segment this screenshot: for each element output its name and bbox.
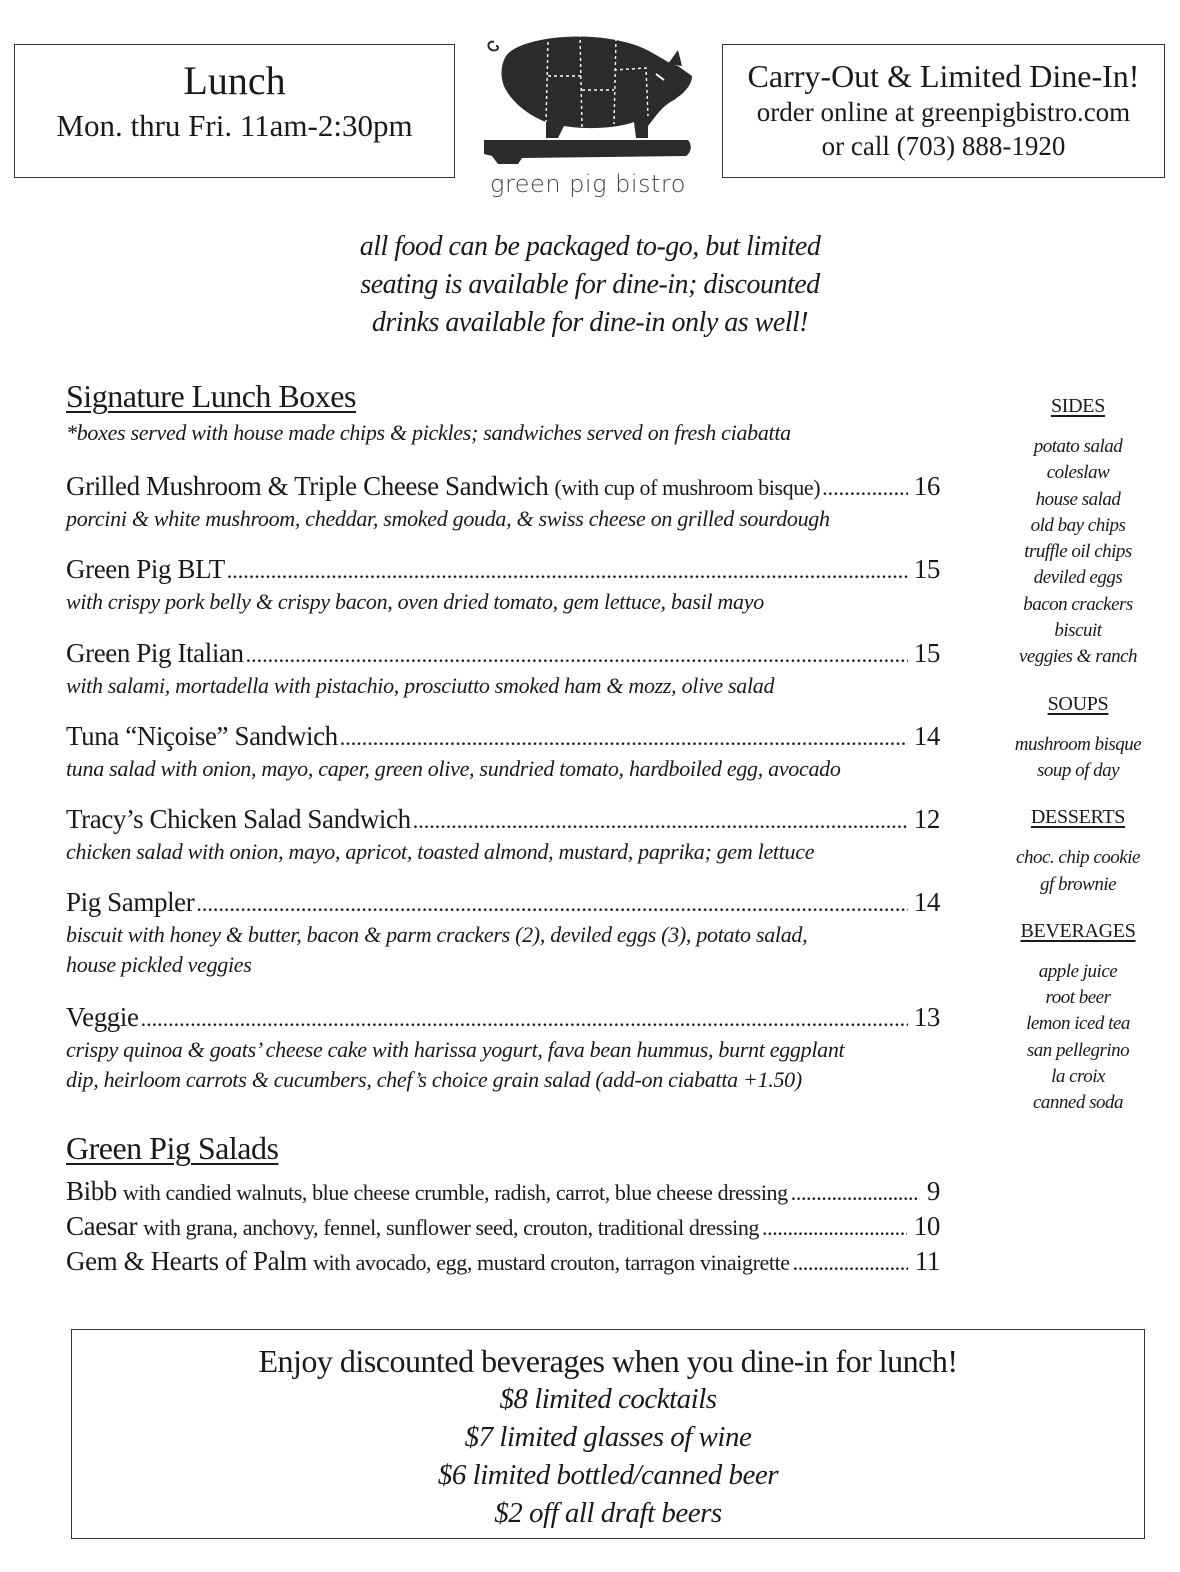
soups-heading: SOUPS bbox=[1047, 692, 1109, 715]
intro-line: seating is available for dine-in; discounted bbox=[360, 269, 820, 300]
phone-text: or call (703) 888-1920 bbox=[821, 131, 1066, 161]
salad-name: Gem & Hearts of Palm bbox=[66, 1246, 307, 1276]
beverage-item: canned soda bbox=[1032, 1092, 1123, 1114]
dot-leader bbox=[822, 472, 908, 504]
side-item: bacon crackers bbox=[1023, 593, 1133, 615]
carry-out-title: Carry-Out & Limited Dine-In! bbox=[747, 58, 1140, 94]
desserts-heading: DESSERTS bbox=[1030, 806, 1126, 829]
intro-line: all food can be packaged to-go, but limited bbox=[359, 231, 821, 262]
salad-description: with avocado, egg, mustard crouton, tarragon vinaigrette bbox=[312, 1250, 790, 1275]
dot-leader bbox=[762, 1211, 907, 1245]
soup-item: soup of day bbox=[1036, 759, 1120, 781]
menu-item-price: 14 bbox=[913, 887, 940, 917]
dessert-item: choc. chip cookie bbox=[1016, 847, 1140, 869]
soup-item: mushroom bisque bbox=[1014, 733, 1142, 755]
side-item: old bay chips bbox=[1030, 514, 1126, 536]
menu-item-note: (with cup of mushroom bisque) bbox=[554, 475, 821, 500]
salad-price: 11 bbox=[914, 1246, 940, 1276]
salad-price: 10 bbox=[913, 1211, 940, 1241]
dot-leader bbox=[246, 639, 908, 671]
menu-item bbox=[66, 886, 940, 980]
dot-leader bbox=[227, 555, 908, 587]
intro-text bbox=[300, 228, 880, 342]
beverages-heading: BEVERAGES bbox=[1020, 919, 1136, 942]
salad-item bbox=[66, 1209, 940, 1245]
side-item: veggies & ranch bbox=[1018, 646, 1138, 668]
dot-leader bbox=[413, 805, 908, 837]
salad-item bbox=[66, 1174, 940, 1210]
menu-item-description: dip, heirloom carrots & cucumbers, chef’s choice grain salad (add-on ciabatta +1.50) bbox=[66, 1067, 802, 1092]
dot-leader bbox=[141, 1003, 908, 1035]
sidebar-menu bbox=[990, 395, 1166, 1117]
menu-item bbox=[66, 720, 940, 784]
logo-wordmark: green pig bistro bbox=[490, 170, 686, 198]
beverage-item: apple juice bbox=[1038, 960, 1118, 982]
menu-item-price: 15 bbox=[913, 638, 940, 668]
beverage-item: root beer bbox=[1045, 987, 1111, 1009]
menu-item bbox=[66, 553, 940, 617]
signature-section-title: Signature Lunch Boxes bbox=[66, 378, 356, 414]
beverage-item: lemon iced tea bbox=[1026, 1013, 1130, 1035]
dot-leader bbox=[791, 1176, 920, 1210]
menu-item-description: with salami, mortadella with pistachio, prosciutto smoked ham & mozz, olive salad bbox=[66, 673, 775, 698]
menu-item-price: 12 bbox=[913, 804, 940, 834]
menu-item-name: Pig Sampler bbox=[66, 887, 195, 917]
menu-item-name: Grilled Mushroom & Triple Cheese Sandwich bbox=[66, 471, 549, 501]
menu-item-description: house pickled veggies bbox=[66, 952, 252, 977]
menu-item-description: with crispy pork belly & crispy bacon, oven dried tomato, gem lettuce, basil mayo bbox=[66, 589, 764, 614]
salad-description: with grana, anchovy, fennel, sunflower seed, crouton, traditional dressing bbox=[143, 1215, 760, 1240]
menu-item-price: 16 bbox=[913, 471, 940, 501]
side-item: potato salad bbox=[1033, 436, 1123, 457]
menu-item-name: Green Pig BLT bbox=[66, 554, 225, 584]
menu-item-description: tuna salad with onion, mayo, caper, green olive, sundried tomato, hardboiled egg, avocado bbox=[66, 756, 841, 781]
promo-line: $8 limited cocktails bbox=[499, 1383, 717, 1415]
lunch-title: Lunch bbox=[183, 58, 286, 103]
menu-item-name: Green Pig Italian bbox=[66, 638, 244, 668]
menu-item-description: porcini & white mushroom, cheddar, smoked gouda, & swiss cheese on grilled sourdough bbox=[66, 506, 830, 531]
menu-item bbox=[66, 637, 940, 701]
menu-item-name: Veggie bbox=[66, 1002, 139, 1032]
intro-line: drinks available for dine-in only as well! bbox=[371, 307, 809, 338]
promo-line: $2 off all draft beers bbox=[494, 1497, 722, 1529]
menu-item-name: Tuna “Niçoise” Sandwich bbox=[66, 721, 338, 751]
salads-section-title: Green Pig Salads bbox=[66, 1130, 279, 1166]
signature-note: *boxes served with house made chips & pickles; sandwiches served on fresh ciabatta bbox=[66, 420, 791, 445]
salad-description: with candied walnuts, blue cheese crumble, radish, carrot, blue cheese dressing bbox=[122, 1180, 788, 1205]
lunch-hours-box bbox=[14, 44, 455, 178]
promo-line: $7 limited glasses of wine bbox=[464, 1421, 752, 1453]
menu-item-description: crispy quinoa & goats’ cheese cake with harissa yogurt, fava bean hummus, burnt eggplant bbox=[66, 1037, 845, 1062]
promo-line: $6 limited bottled/canned beer bbox=[437, 1459, 779, 1491]
menu-item-price: 15 bbox=[913, 554, 940, 584]
menu-item bbox=[66, 803, 940, 867]
side-item: truffle oil chips bbox=[1024, 541, 1132, 563]
dot-leader bbox=[340, 722, 908, 754]
sides-heading: SIDES bbox=[1050, 395, 1106, 417]
dot-leader bbox=[196, 888, 907, 920]
salad-item bbox=[66, 1244, 940, 1280]
beverage-promo-box bbox=[71, 1329, 1145, 1539]
salad-name: Caesar bbox=[66, 1211, 138, 1241]
beverage-item: san pellegrino bbox=[1026, 1039, 1130, 1061]
lunch-hours: Mon. thru Fri. 11am-2:30pm bbox=[56, 108, 413, 143]
carry-out-box bbox=[722, 44, 1165, 178]
promo-title: Enjoy discounted beverages when you dine-in for lunch! bbox=[258, 1343, 958, 1379]
salad-name: Bibb bbox=[66, 1176, 117, 1206]
menu-item-price: 14 bbox=[913, 721, 940, 751]
side-item: deviled eggs bbox=[1033, 567, 1123, 589]
beverage-item: la croix bbox=[1051, 1066, 1105, 1088]
menu-item-description: chicken salad with onion, mayo, apricot, toasted almond, mustard, paprika; gem lettuce bbox=[66, 839, 815, 864]
menu-item-name: Tracy’s Chicken Salad Sandwich bbox=[66, 804, 411, 834]
dessert-item: gf brownie bbox=[1039, 873, 1117, 895]
menu-item-description: biscuit with honey & butter, bacon & parm crackers (2), deviled eggs (3), potato salad, bbox=[66, 922, 808, 947]
menu-item-price: 13 bbox=[913, 1002, 940, 1032]
side-item: house salad bbox=[1035, 488, 1121, 510]
salad-price: 9 bbox=[926, 1176, 940, 1206]
dot-leader bbox=[793, 1246, 908, 1280]
side-item: biscuit bbox=[1054, 620, 1102, 642]
menu-item bbox=[66, 470, 940, 534]
menu-item bbox=[66, 1001, 940, 1095]
order-online-text: order online at greenpigbistro.com bbox=[756, 97, 1131, 127]
side-item: coleslaw bbox=[1046, 462, 1110, 484]
